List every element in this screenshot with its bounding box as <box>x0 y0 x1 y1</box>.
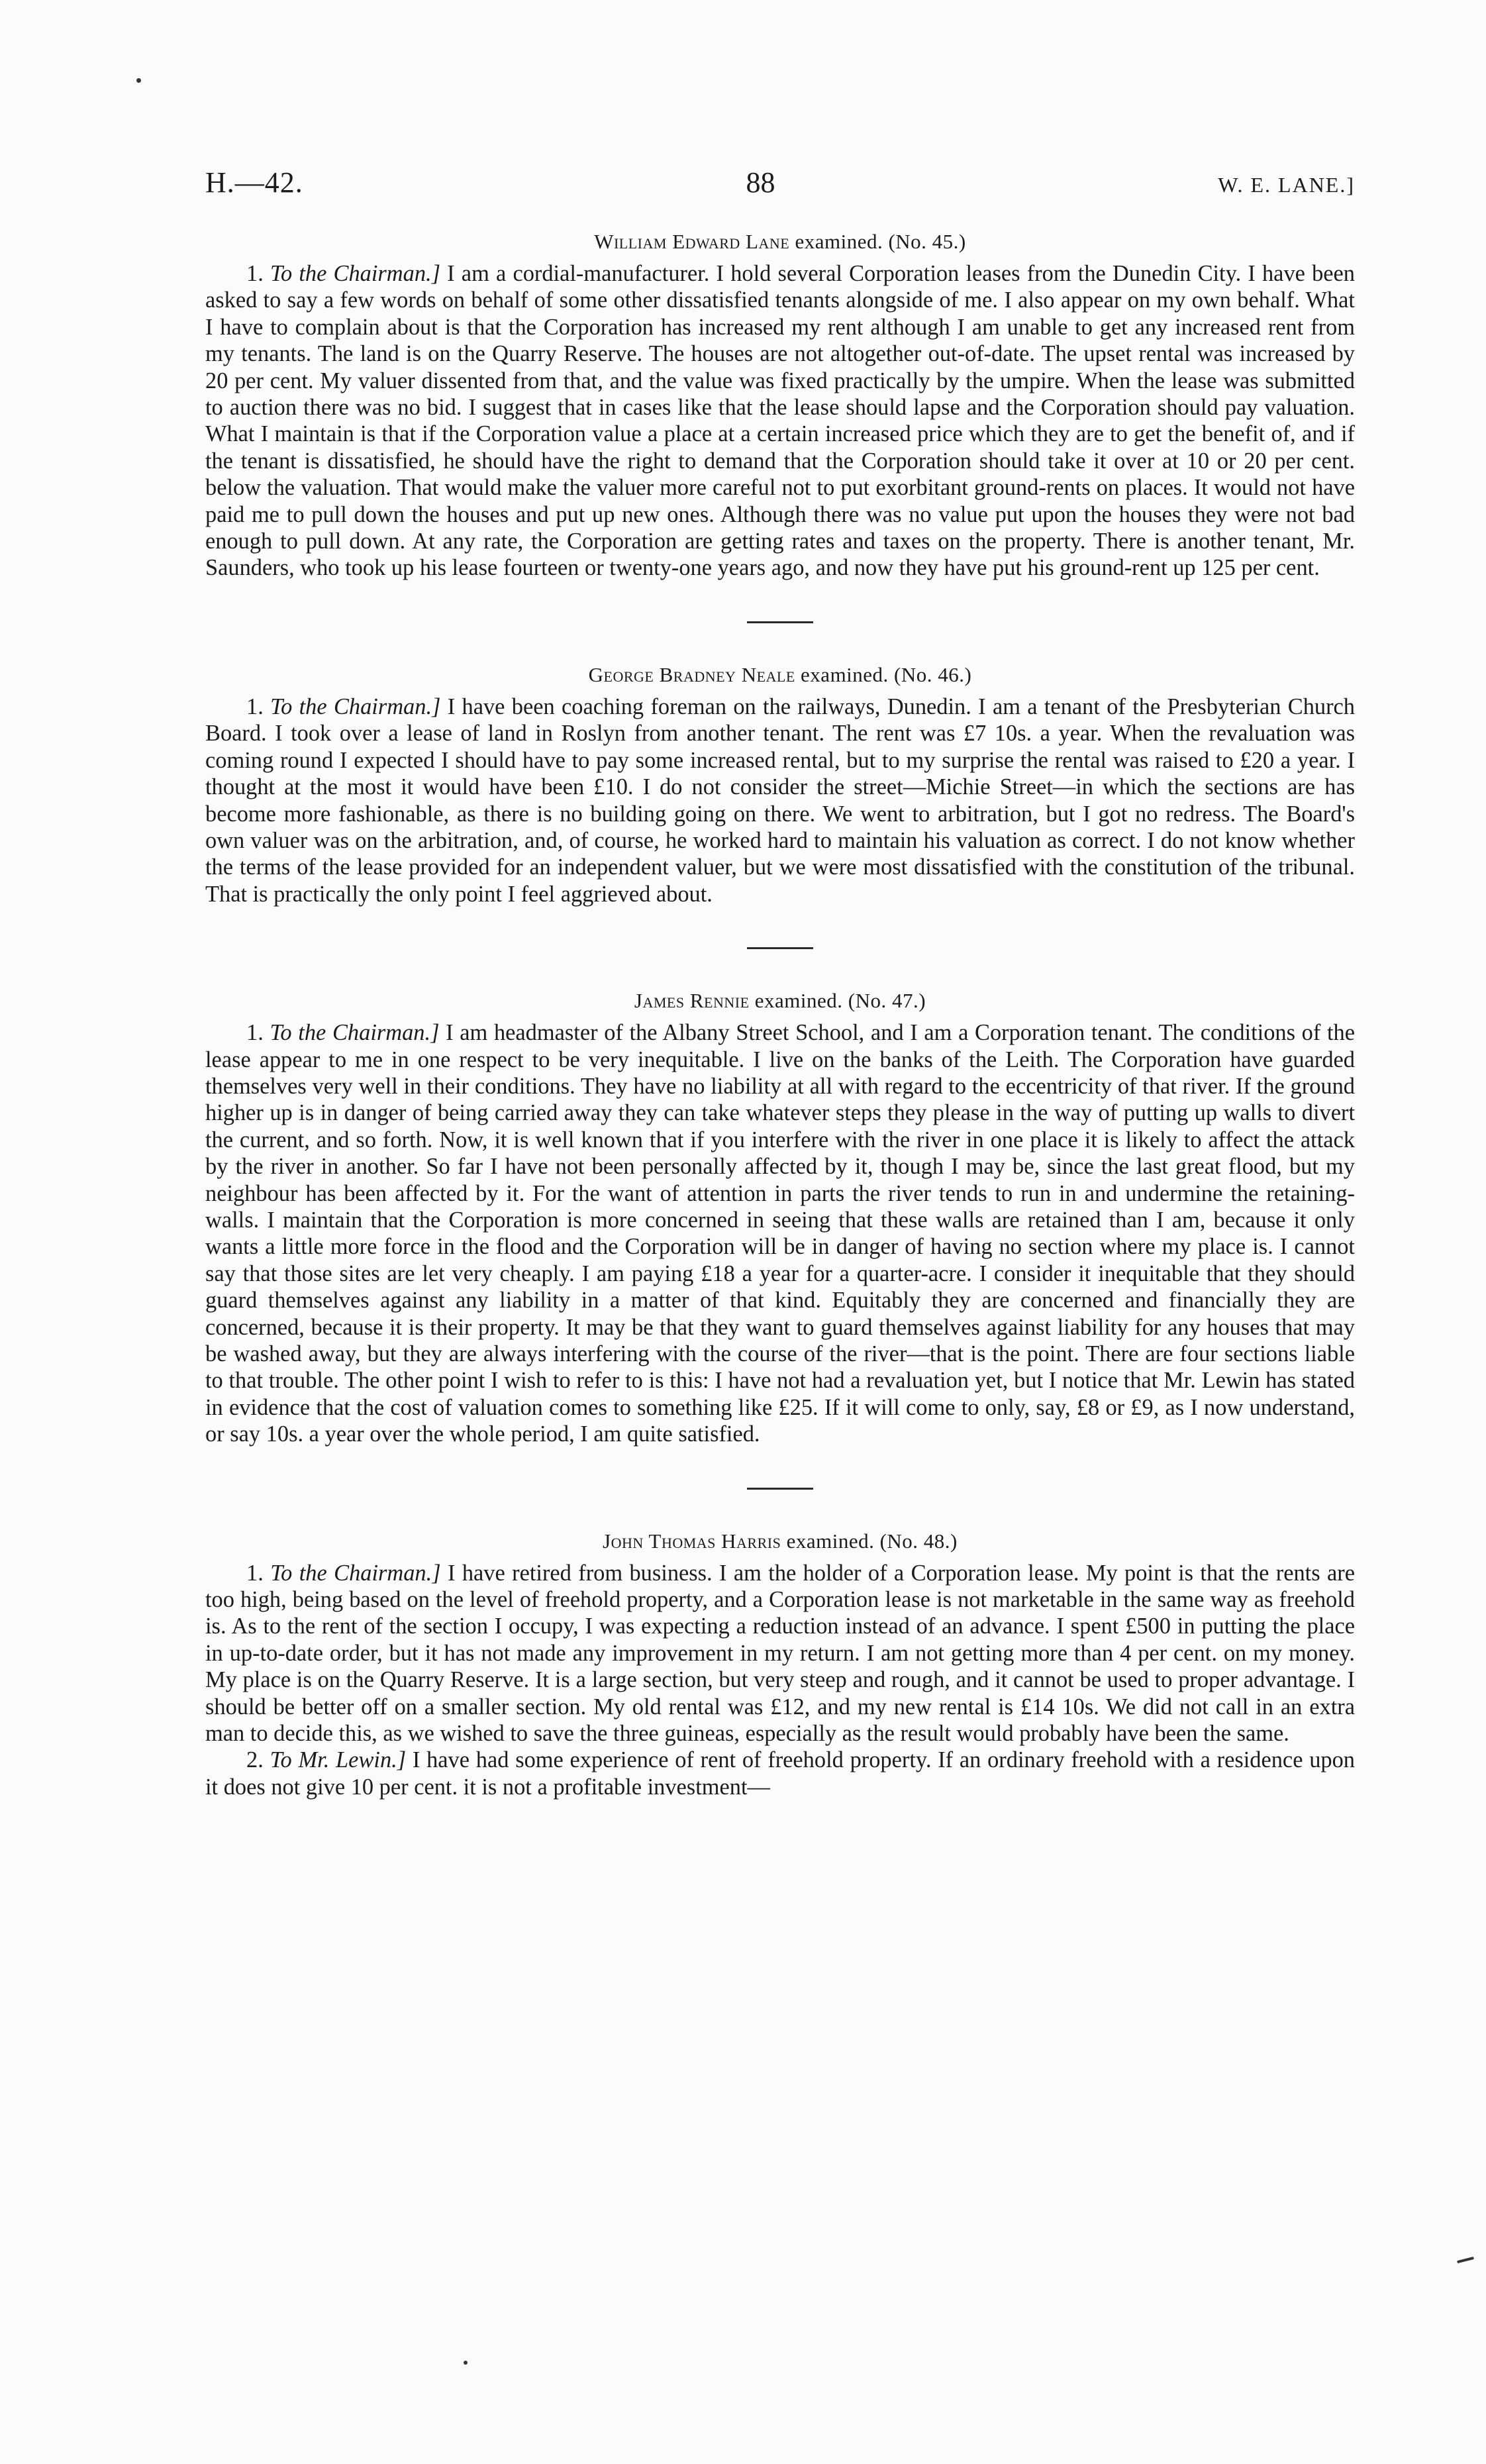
question-number: 1. <box>246 261 270 286</box>
section-divider <box>747 1488 813 1490</box>
question-number: 1. <box>246 1560 271 1586</box>
section-divider <box>747 947 813 949</box>
paper-reference: H.—42. <box>205 166 303 199</box>
section-number: examined. (No. 45.) <box>789 230 966 253</box>
scan-speck <box>136 78 141 83</box>
page-header <box>205 166 1355 199</box>
scan-speck <box>1457 2257 1474 2263</box>
testimony-paragraph <box>205 1560 1355 1747</box>
section-title <box>205 230 1355 254</box>
section-number: examined. (No. 48.) <box>781 1529 958 1553</box>
witness-section <box>205 230 1355 582</box>
testimony-text: I have had some experience of rent of freehold property. If an ordinary freehold with a residence upon it does not give 10 per cent. it is not a profitable investment— <box>205 1747 1355 1800</box>
testimony-paragraph <box>205 260 1355 582</box>
question-number: 1. <box>246 693 271 719</box>
section-title <box>205 989 1355 1013</box>
witness-section <box>205 989 1355 1448</box>
page-number: 88 <box>746 166 775 199</box>
witness-name: George Bradney Neale <box>588 662 795 686</box>
speaker-label: To the Chairman.] <box>270 693 441 719</box>
document-page <box>205 166 1355 1800</box>
witness-section <box>205 1529 1355 1801</box>
witness-name: James Rennie <box>634 989 750 1013</box>
testimony-paragraph <box>205 1747 1355 1800</box>
testimony-paragraph <box>205 1019 1355 1448</box>
section-divider <box>747 621 813 623</box>
scan-speck <box>464 2361 468 2365</box>
witness-name: John Thomas Harris <box>603 1529 781 1553</box>
section-number: examined. (No. 46.) <box>795 662 972 686</box>
witness-name: William Edward Lane <box>594 230 790 253</box>
section-title <box>205 1529 1355 1553</box>
speaker-label: To the Chairman.] <box>270 1560 441 1586</box>
testimony-text: I am headmaster of the Albany Street School, and I am a Corporation tenant. The conditions of the lease appear to me in one respect to be very inequitable. I live on the banks of the Leith. The Corporation have guarded themselves very well in their conditions. They have no liability at all with regard to the eccentricity of that river. If the ground higher up is in danger of being carried away they can take whatever steps they please in the way of putting up walls to divert the current, and so forth. Now, it is well known that if you interfere with the river in one place it is likely to affect the attack by the river in another. So far I have not been personally affected by it, though I may be, since the last great flood, but my neighbour has been affected by it. For the want of attention in parts the river tends to run in and undermine the retaining-walls. I maintain that the Corporation is more concerned in seeing that these walls are retained than I am, because it only wants a little more force in the flood and the Corporation will be in danger of having no section where my place is. I cannot say that those sites are let very cheaply. I am paying £18 a year for a quarter-acre. I consider it inequitable that they should guard themselves against any liability in a matter of that kind. Equitably they are concerned and financially they are concerned, because it is their property. It may be that they want to guard themselves against liability for any houses that may be washed away, but they are always interfering with the course of the river—that is the point. There are four sections liable to that trouble. The other point I wish to refer to is this: I have not had a revaluation yet, but I notice that Mr. Lewin has stated in evidence that the cost of valuation comes to something like £25. If it will come to only, say, £8 or £9, as I now understand, or say 10s. a year over the whole period, I am quite satisfied. <box>205 1020 1355 1447</box>
testimony-paragraph <box>205 693 1355 907</box>
testimony-text: I am a cordial-manufacturer. I hold several Corporation leases from the Dunedin City. I have been asked to say a few words on behalf of some other dissatisfied tenants alongside of me. I also appear on my own behalf. What I have to complain about is that the Corporation has increased my rent although I am unable to get any increased rent from my tenants. The land is on the Quarry Reserve. The houses are not altogether out-of-date. The upset rental was increased by 20 per cent. My valuer dissented from that, and the value was fixed practically by the umpire. When the lease was submitted to auction there was no bid. I suggest that in cases like that the lease should lapse and the Corporation should pay valuation. What I maintain is that if the Corporation value a place at a certain increased price which they are to get the benefit of, and if the tenant is dissatisfied, he should have the right to demand that the Corporation should take it over at 10 or 20 per cent. below the valuation. That would make the valuer more careful not to put exorbitant ground-rents on places. It would not have paid me to pull down the houses and put up new ones. Although there was no value put upon the houses they were not bad enough to pull down. At any rate, the Corporation are getting rates and taxes on the property. There is another tenant, Mr. Saunders, who took up his lease fourteen or twenty-one years ago, and now they have put his ground-rent up 125 per cent. <box>205 261 1355 581</box>
speaker-label: To the Chairman.] <box>270 261 440 286</box>
testimony-text: I have been coaching foreman on the railways, Dunedin. I am a tenant of the Presbyterian Church Board. I took over a lease of land in Roslyn from another tenant. The rent was £7 10s. a year. When the revaluation was coming round I expected I should have to pay some increased rental, but to my surprise the rental was raised to £20 a year. I thought at the most it would have been £10. I do not consider the street—Michie Street—in which the sections are has become more fashionable, as there is no building going on there. We went to arbitration, but I got no redress. The Board's own valuer was on the arbitration, and, of course, he worked hard to maintain his valuation as correct. I do not know whether the terms of the lease provided for an independent valuer, but we were most dissatisfied with the constitution of the tribunal. That is practically the only point I feel aggrieved about. <box>205 693 1355 907</box>
speaker-label: To the Chairman.] <box>270 1020 440 1046</box>
section-title <box>205 663 1355 687</box>
question-number: 2. <box>246 1747 270 1773</box>
question-number: 1. <box>246 1020 270 1046</box>
witness-running-head: W. E. LANE.] <box>1218 173 1355 197</box>
speaker-label: To Mr. Lewin.] <box>270 1747 407 1773</box>
witness-section <box>205 663 1355 907</box>
section-number: examined. (No. 47.) <box>749 989 926 1013</box>
testimony-text: I have retired from business. I am the holder of a Corporation lease. My point is that the rents are too high, being based on the level of freehold property, and a Corporation lease is not marketable in the same way as freehold is. As to the rent of the section I occupy, I was expecting a reduction instead of an advance. I spent £500 in putting the place in up-to-date order, but it has not made any improvement in my return. I am not getting more than 4 per cent. on my money. My place is on the Quarry Reserve. It is a large section, but very steep and rough, and it cannot be used to proper advantage. I should be better off on a smaller section. My old rental was £12, and my new rental is £14 10s. We did not call in an extra man to decide this, as we wished to save the three guineas, especially as the result would probably have been the same. <box>205 1560 1355 1747</box>
